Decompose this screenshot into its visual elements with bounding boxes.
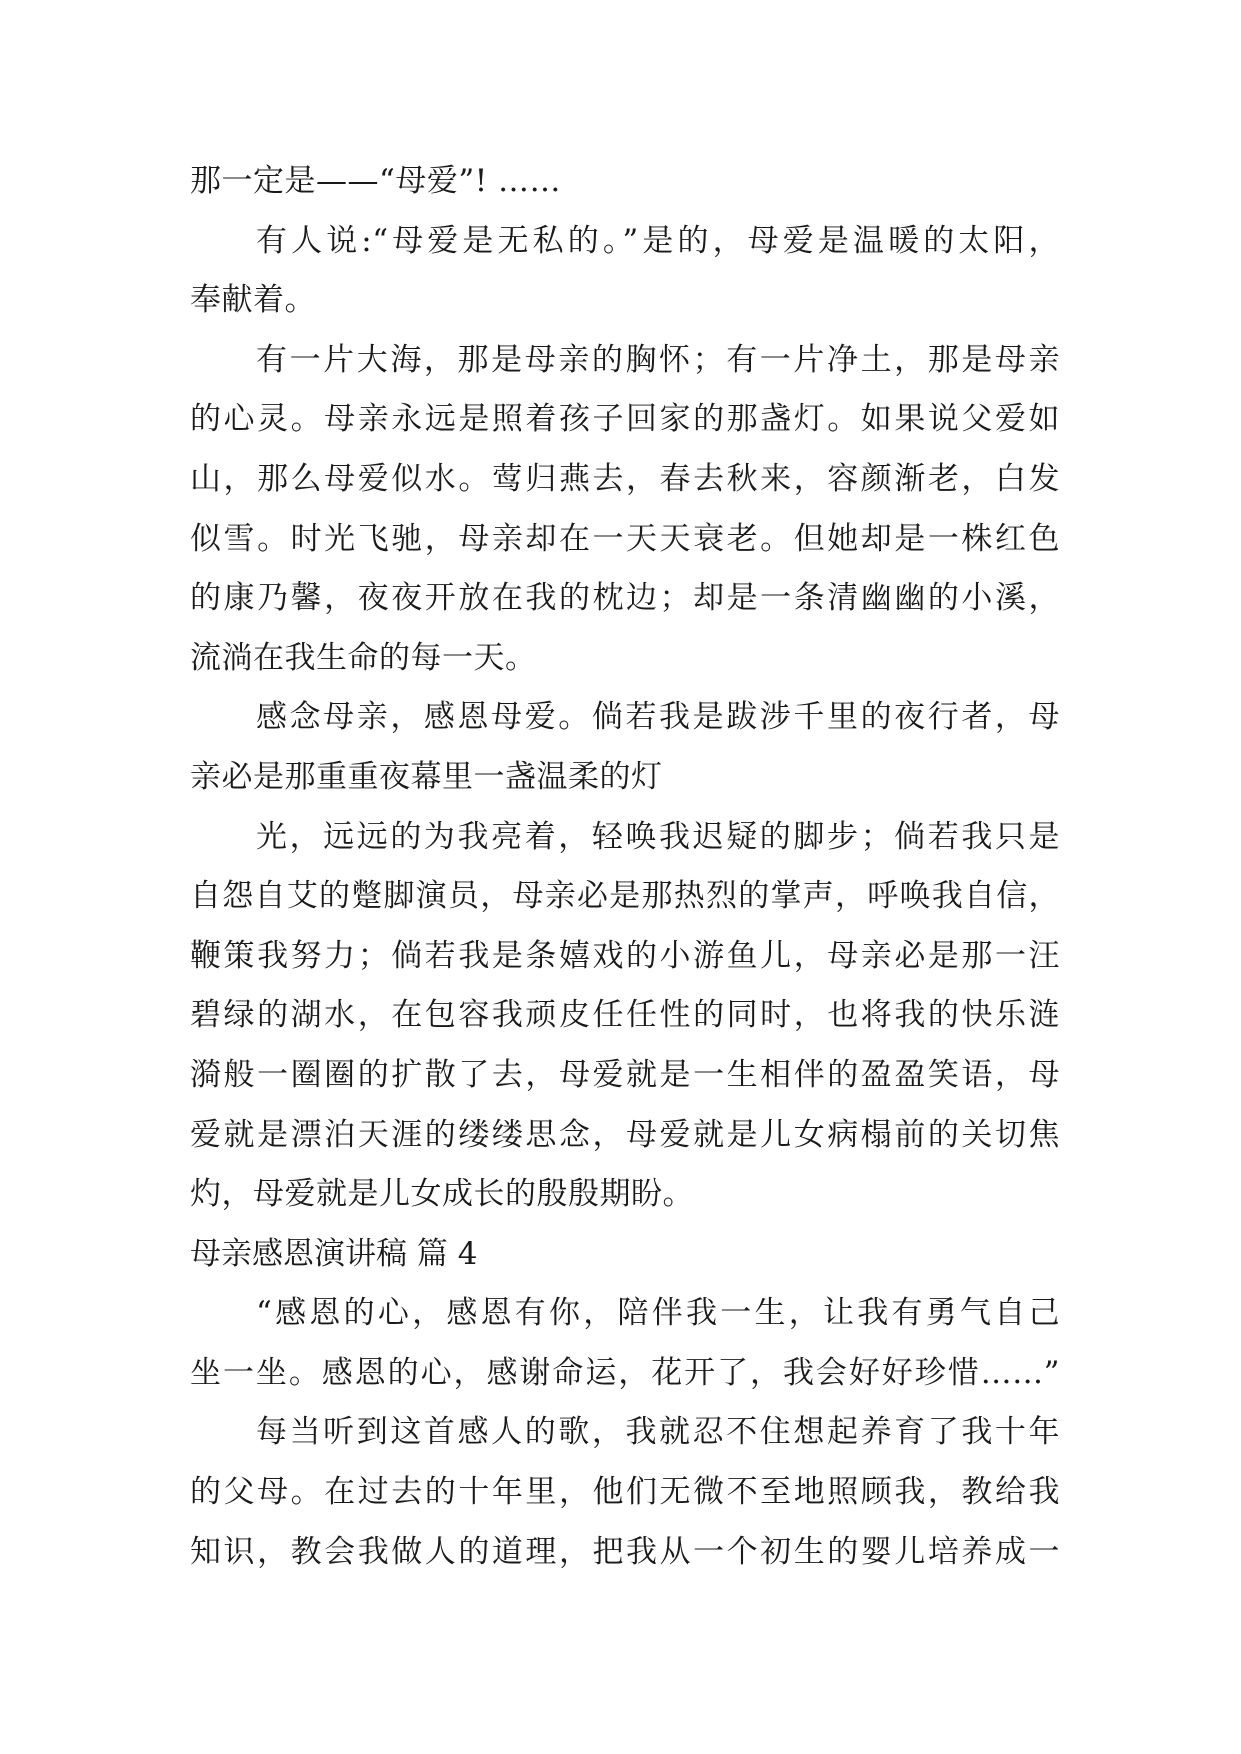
text-line: 漪般一圈圈的扩散了去，母爱就是一生相伴的盈盈笑语，母 <box>190 1056 1060 1093</box>
section-heading: 母亲感恩演讲稿 篇 4 <box>190 1235 478 1272</box>
text-line: 山，那么母爱似水。莺归燕去，春去秋来，容颜渐老，白发 <box>190 460 1060 497</box>
document-body <box>190 152 1060 1582</box>
text-line: 碧绿的湖水，在包容我顽皮任任性的同时，也将我的快乐涟 <box>190 997 1060 1034</box>
text-line: 似雪。时光飞驰，母亲却在一天天衰老。但她却是一株红色 <box>190 520 1060 557</box>
text-line: 鞭策我努力；倘若我是条嬉戏的小游鱼儿，母亲必是那一汪 <box>190 937 1060 974</box>
text-line: 流淌在我生命的每一天。 <box>190 639 537 676</box>
text-line: 有一片大海，那是母亲的胸怀；有一片净土，那是母亲 <box>256 341 1060 378</box>
text-line: 的心灵。母亲永远是照着孩子回家的那盏灯。如果说父爱如 <box>190 401 1060 438</box>
text-line: 坐一坐。感恩的心，感谢命运，花开了，我会好好珍惜……” <box>190 1354 1060 1391</box>
text-line: 的康乃馨，夜夜开放在我的枕边；却是一条清幽幽的小溪， <box>190 580 1060 617</box>
text-line: 每当听到这首感人的歌，我就忍不住想起养育了我十年 <box>256 1414 1060 1451</box>
text-line: 自怨自艾的蹩脚演员，母亲必是那热烈的掌声，呼唤我自信， <box>190 878 1060 915</box>
text-line: 爱就是漂泊天涯的缕缕思念，母爱就是儿女病榻前的关切焦 <box>190 1116 1060 1153</box>
text-line: 知识，教会我做人的道理，把我从一个初生的婴儿培养成一 <box>190 1533 1060 1570</box>
text-line: 亲必是那重重夜幕里一盏温柔的灯 <box>190 758 663 795</box>
text-line: 的父母。在过去的十年里，他们无微不至地照顾我，教给我 <box>190 1474 1060 1511</box>
text-line: 有人说:“母爱是无私的。”是的，母爱是温暖的太阳， <box>256 222 1060 259</box>
text-line: 感念母亲，感恩母爱。倘若我是跋涉千里的夜行者，母 <box>256 699 1060 736</box>
text-line: 那一定是——“母爱”! …… <box>190 163 562 199</box>
text-line: 奉献着。 <box>190 282 316 319</box>
text-line: 光，远远的为我亮着，轻唤我迟疑的脚步；倘若我只是 <box>256 818 1060 855</box>
text-line: 灼，母爱就是儿女成长的殷殷期盼。 <box>190 1176 694 1213</box>
text-line: “感恩的心，感恩有你，陪伴我一生，让我有勇气自己 <box>256 1295 1060 1332</box>
